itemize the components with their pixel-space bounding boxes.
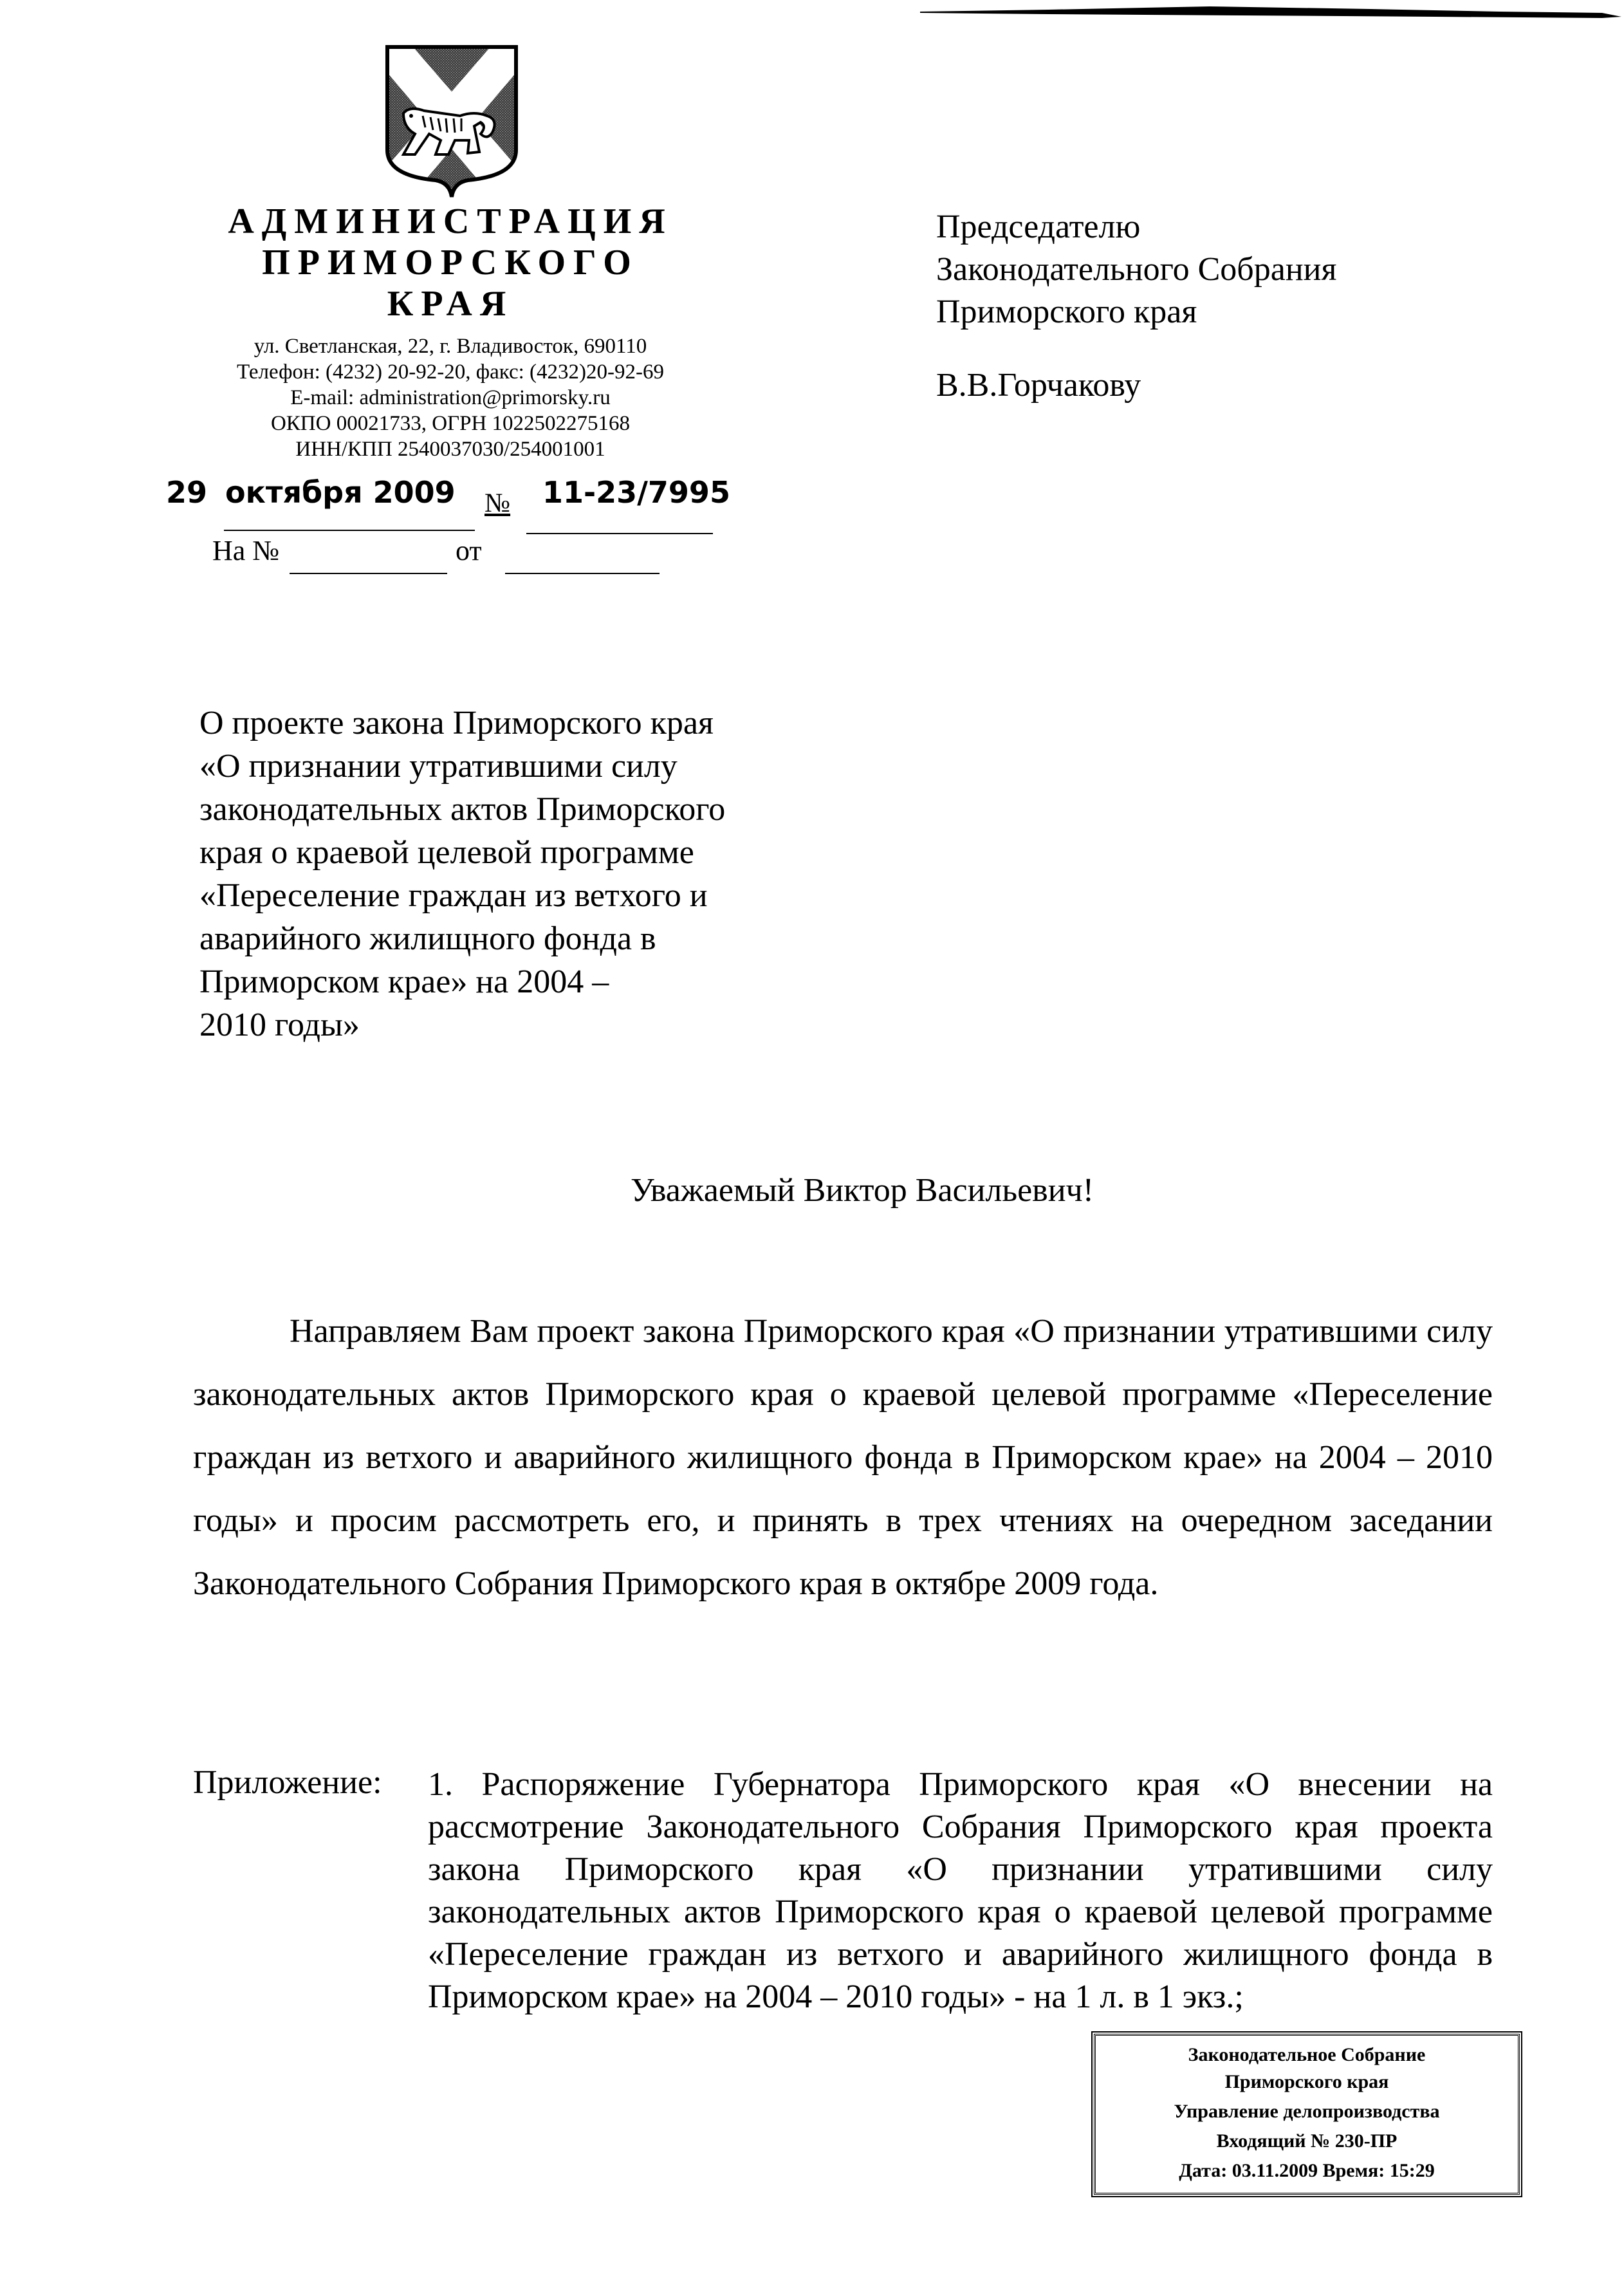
reply-reference-line xyxy=(212,534,727,579)
incoming-registration-stamp xyxy=(1094,2034,1520,2195)
date-underline xyxy=(224,530,475,531)
stamp-incoming-number: Входящий № 230-ПР xyxy=(1216,2130,1398,2152)
coat-of-arms-icon xyxy=(384,44,519,198)
email-line: E-mail: administration@primorsky.ru xyxy=(290,386,611,409)
contact-details xyxy=(193,333,708,462)
scan-edge-line xyxy=(920,4,1621,18)
reply-number-blank xyxy=(290,573,447,574)
address-line: ул. Светланская, 22, г. Владивосток, 690110 xyxy=(254,335,647,358)
inn-kpp-line: ИНН/КПП 2540037030/254001001 xyxy=(295,438,605,461)
attachment-label: Приложение: xyxy=(193,1764,382,1801)
subject-line: «О признании утратившими силу xyxy=(199,748,678,785)
subject-line: О проекте закона Приморского края xyxy=(199,705,714,741)
okpo-ogrn-line: ОКПО 00021733, ОГРН 1022502275168 xyxy=(270,412,631,435)
subject-line: Приморском крае» на 2004 – xyxy=(199,963,609,1000)
stamp-datetime: Дата: 03.11.2009 Время: 15:29 xyxy=(1179,2160,1435,2181)
stamp-org-line2: Приморского края xyxy=(1224,2071,1389,2092)
subject-line: «Переселение граждан из ветхого и xyxy=(199,877,708,914)
subject-line: края о краевой целевой программе xyxy=(199,834,694,871)
registration-month-year: октября 2009 xyxy=(225,475,456,510)
reply-date-blank xyxy=(505,573,660,574)
letter-body: Направляем Вам проект закона Приморского края «О признании утратившими силу законодательных актов Приморского края о краевой целевой программе «Переселение граждан из ветхого и аварийного жилищного фонда в Приморском крае» на 2004 – 2010 годы» и просим рассмотреть его, и принять в трех чтениях на очередном заседании Законодательного Собрания Приморского края в октябре 2009 года. xyxy=(193,1313,1493,1602)
subject-block xyxy=(199,702,843,1047)
number-sign: № xyxy=(484,488,511,518)
subject-line: аварийного жилищного фонда в xyxy=(199,920,656,957)
addressee-line: Председателю xyxy=(936,209,1141,245)
phone-fax-line: Телефон: (4232) 20-92-20, факс: (4232)20-92-69 xyxy=(237,360,664,384)
addressee-line: Приморского края xyxy=(936,293,1197,330)
attachment-item: 1. Распоряжение Губернатора Приморского края «О внесении на рассмотрение Законодательного Собрания Приморского края проекта закона Приморского края «О признании утратившими силу законодательных актов Приморского края о краевой целевой программе «Переселение граждан из ветхого и аварийного жилищного фонда в Приморском крае» на 2004 – 2010 годы» - на 1 л. в 1 экз.; xyxy=(428,1766,1493,2015)
addressee-line: Законодательного Собрания xyxy=(936,251,1337,288)
addressee-block xyxy=(936,206,1336,407)
reply-to-label: На № xyxy=(212,535,280,566)
org-title-line1: АДМИНИСТРАЦИЯ xyxy=(228,201,673,241)
addressee-name: В.В.Горчакову xyxy=(936,367,1141,404)
organization-title xyxy=(193,201,708,324)
registration-line xyxy=(166,475,745,520)
reply-from-label: от xyxy=(456,535,482,566)
stamp-org-line1: Законодательное Собрание xyxy=(1188,2044,1426,2065)
salutation: Уважаемый Виктор Васильевич! xyxy=(630,1172,1094,1209)
registration-day: 29 xyxy=(166,475,208,510)
stamp-department: Управление делопроизводства xyxy=(1174,2101,1440,2122)
subject-line: законодательных актов Приморского xyxy=(199,791,726,828)
subject-line: 2010 годы» xyxy=(199,1007,360,1043)
registration-number: 11-23/7995 xyxy=(542,475,730,510)
org-title-line2: ПРИМОРСКОГО КРАЯ xyxy=(262,243,639,324)
